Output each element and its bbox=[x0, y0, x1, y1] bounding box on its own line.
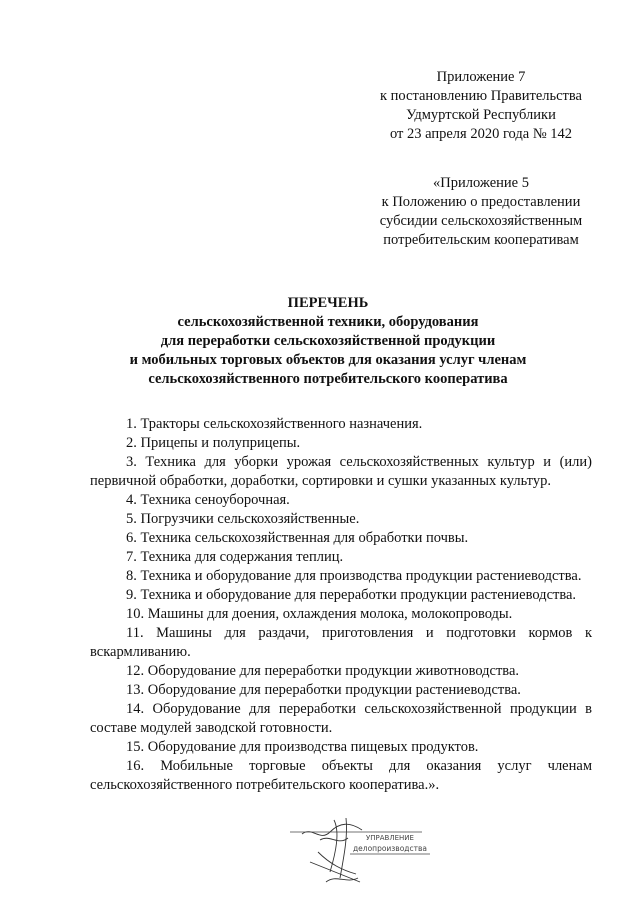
list-item: 13. Оборудование для переработки продукции растениеводства. bbox=[126, 682, 521, 698]
list-item: 9. Техника и оборудование для переработки продукции растениеводства. bbox=[126, 587, 577, 603]
list-item: 15. Оборудование для производства пищевых продуктов. bbox=[126, 739, 479, 755]
office-stamp bbox=[290, 812, 435, 892]
title-line: сельскохозяйственной техники, оборудования bbox=[177, 314, 479, 330]
list-item: 7. Техника для содержания теплиц. bbox=[126, 549, 344, 565]
document-title bbox=[100, 294, 556, 389]
appendix-5-line: «Приложение 5 bbox=[433, 175, 529, 191]
list-item: 2. Прицепы и полуприцепы. bbox=[126, 435, 301, 451]
list-item: 14. Оборудование для переработки сельскохозяйственной продукции в составе модулей заводской готовности. bbox=[90, 701, 592, 736]
appendix-7-line: к постановлению Правительства bbox=[380, 88, 582, 104]
appendix-7-header bbox=[368, 68, 594, 144]
appendix-7-line: Удмуртской Республики bbox=[406, 107, 556, 123]
appendix-7-line: от 23 апреля 2020 года № 142 bbox=[389, 126, 573, 142]
title-line: для переработки сельскохозяйственной продукции bbox=[160, 333, 496, 349]
title-heading: ПЕРЕЧЕНЬ bbox=[287, 295, 369, 311]
list-item: 1. Тракторы сельскохозяйственного назначения. bbox=[126, 416, 423, 432]
appendix-5-line: субсидии сельскохозяйственным bbox=[379, 213, 583, 229]
list-item: 16. Мобильные торговые объекты для оказания услуг членам сельскохозяйственного потребительского кооператива.». bbox=[90, 758, 592, 793]
appendix-5-header bbox=[368, 174, 594, 250]
stamp-line: делопроизводства bbox=[352, 844, 428, 853]
title-line: и мобильных торговых объектов для оказания услуг членам bbox=[129, 352, 527, 368]
title-line: сельскохозяйственного потребительского кооператива bbox=[148, 371, 508, 387]
list-item: 12. Оборудование для переработки продукции животноводства. bbox=[126, 663, 520, 679]
appendix-7-line: Приложение 7 bbox=[436, 69, 526, 85]
appendix-5-line: к Положению о предоставлении bbox=[381, 194, 581, 210]
list-item: 8. Техника и оборудование для производства продукции растениеводства. bbox=[126, 568, 582, 584]
list-item: 3. Техника для уборки урожая сельскохозяйственных культур и (или) первичной обработки, доработки, сортировки и сушки указанных культур. bbox=[90, 454, 592, 489]
stamp-line: УПРАВЛЕНИЕ bbox=[366, 834, 414, 842]
list-item: 5. Погрузчики сельскохозяйственные. bbox=[126, 511, 360, 527]
list-item: 10. Машины для доения, охлаждения молока, молокопроводы. bbox=[126, 606, 513, 622]
list-item: 4. Техника сеноуборочная. bbox=[126, 492, 290, 508]
appendix-5-line: потребительским кооперативам bbox=[383, 232, 579, 248]
list-item: 11. Машины для раздачи, приготовления и подготовки кормов к вскармливанию. bbox=[90, 625, 592, 660]
list-item: 6. Техника сельскохозяйственная для обработки почвы. bbox=[126, 530, 469, 546]
equipment-list bbox=[90, 415, 592, 795]
